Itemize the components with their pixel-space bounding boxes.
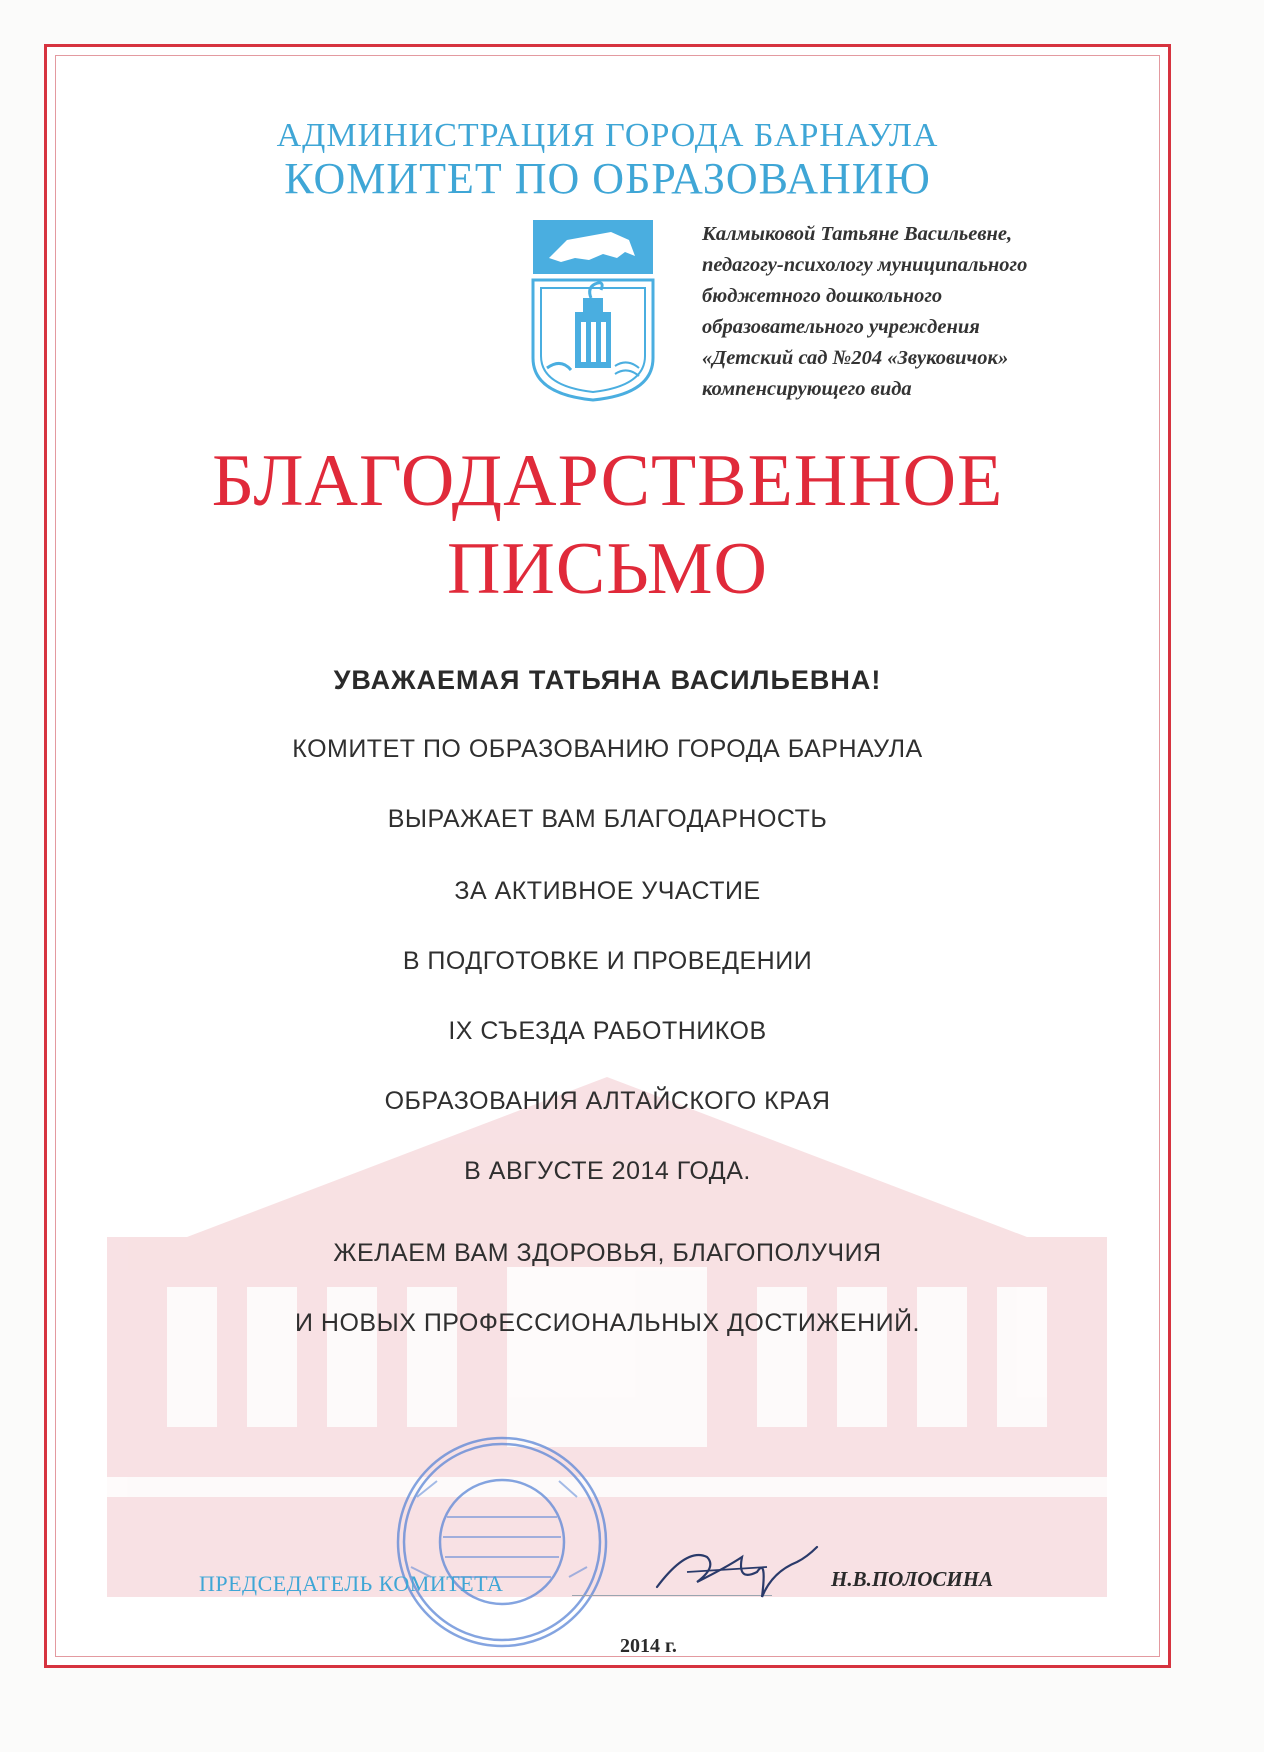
wishes-line: ЖЕЛАЕМ ВАМ ЗДОРОВЬЯ, БЛАГОПОЛУЧИЯ: [333, 1239, 882, 1267]
letter-title-line-2: ПИСЬМО: [446, 528, 768, 610]
letter-title-line-1: БЛАГОДАРСТВЕННОЕ: [211, 440, 1004, 522]
salutation: УВАЖАЕМАЯ ТАТЬЯНА ВАСИЛЬЕВНА!: [333, 665, 882, 695]
body-line: В ПОДГОТОВКЕ И ПРОВЕДЕНИИ: [402, 947, 813, 975]
body-line: ВЫРАЖАЕТ ВАМ БЛАГОДАРНОСТЬ: [387, 805, 828, 833]
body-line: ОБРАЗОВАНИЯ АЛТАЙСКОГО КРАЯ: [384, 1087, 831, 1115]
body-line: ЗА АКТИВНОЕ УЧАСТИЕ: [454, 877, 761, 905]
certificate-frame: [44, 44, 1171, 1668]
body-line: КОМИТЕТ ПО ОБРАЗОВАНИЮ ГОРОДА БАРНАУЛА: [292, 735, 923, 763]
recipient-line: Калмыковой Татьяне Васильевне,: [702, 223, 1013, 245]
issue-year: 2014 г.: [620, 1635, 677, 1657]
administration-heading: АДМИНИСТРАЦИЯ ГОРОДА БАРНАУЛА: [276, 117, 939, 154]
recipient-line: педагогу-психологу муниципального: [702, 254, 1028, 276]
body-line: IX СЪЕЗДА РАБОТНИКОВ: [448, 1017, 767, 1045]
chair-title: ПРЕДСЕДАТЕЛЬ КОМИТЕТА: [199, 1571, 504, 1596]
recipient-line: бюджетного дошкольного: [702, 285, 943, 307]
handwritten-signature: [647, 1527, 827, 1617]
recipient-line: «Детский сад №204 «Звуковичок»: [702, 347, 1009, 369]
recipient-line: образовательного учреждения: [702, 316, 980, 338]
committee-heading: КОМИТЕТ ПО ОБРАЗОВАНИЮ: [284, 154, 931, 203]
body-line: В АВГУСТЕ 2014 ГОДА.: [464, 1157, 751, 1185]
wishes-line: И НОВЫХ ПРОФЕССИОНАЛЬНЫХ ДОСТИЖЕНИЙ.: [294, 1309, 921, 1337]
chair-name: Н.В.ПОЛОСИНА: [831, 1567, 994, 1591]
coat-of-arms-icon: [531, 218, 655, 402]
recipient-line: компенсирующего вида: [702, 378, 912, 400]
official-stamp: [387, 1427, 617, 1657]
recipient-block: [702, 219, 1142, 405]
